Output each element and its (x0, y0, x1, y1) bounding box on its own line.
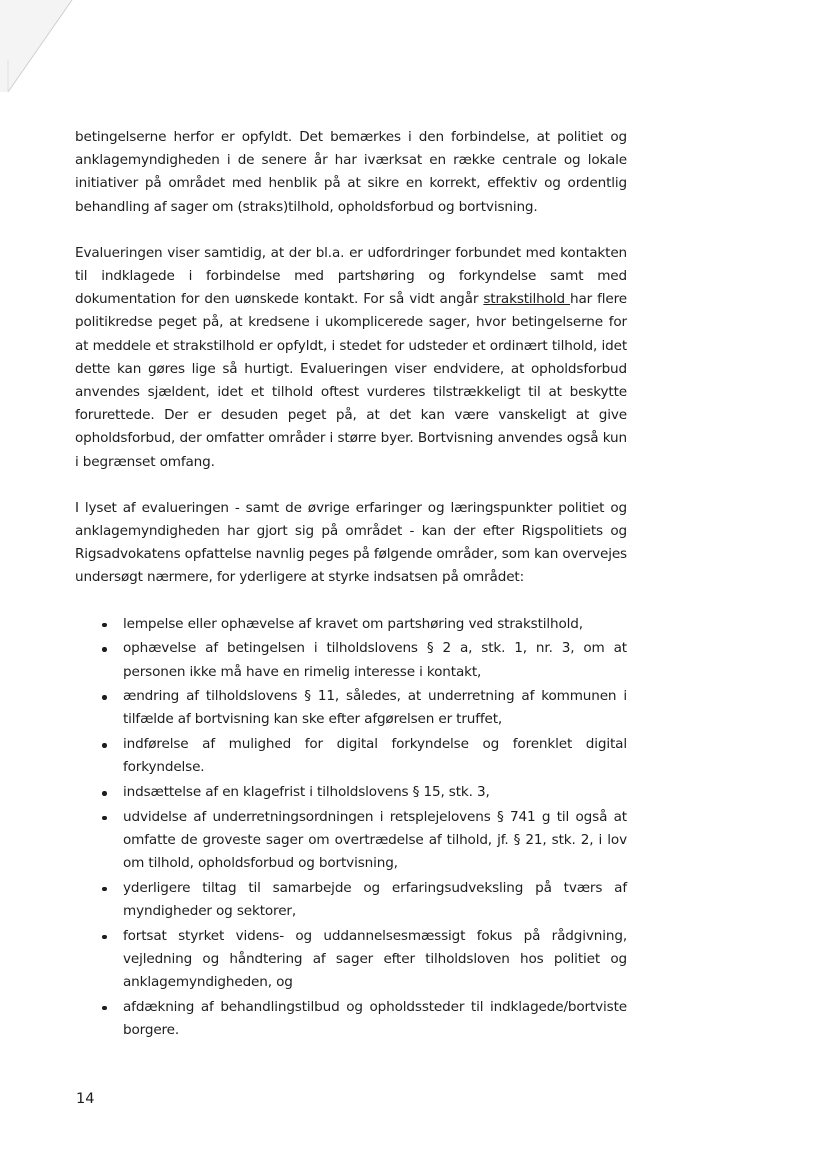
list-item-text: udvidelse af underretningsordningen i retsplejelovens § 741 g til også at omfatte de groveste sager om overtrædelse af tilhold, jf. § 21, stk. 2, i lov om tilhold, opholdsforbud og bortvisning, (123, 808, 627, 872)
bullet-icon (102, 887, 107, 892)
bullet-icon (102, 816, 107, 821)
paragraph-evaluation-end: har flere politikredse peget på, at kredsene i ukomplicerede sager, hvor betingelserne for at meddele et strakstilhold er opfyldt, i stedet for udsteder et ordinært tilhold, idet dette kan gøres lige så hurtigt. Evalueringen viser endvidere, at opholdsforbud anvendes sjældent, idet et tilhold oftest vurderes tilstrækkeligt til at beskytte forurettede. Der er desuden peget på, at det kan være vanskeligt at give opholdsforbud, der omfatter områder i større byer. Bortvisning anvendes også kun i begrænset omfang. (75, 291, 627, 470)
paragraph-conditions: betingelserne herfor er opfyldt. Det bemærkes i den forbindelse, at politiet og anklagemyndigheden i de senere år har iværksat en række centrale og lokale initiativer på området med henblik på at sikre en korrekt, effektiv og ordentlig behandling af sager om (straks)tilhold, opholdsforbud og bortvisning. (75, 129, 627, 215)
list-item-text: indsættelse af en klagefrist i tilholdslovens § 15, stk. 3, (123, 784, 490, 801)
list-item (75, 806, 627, 876)
list-item-text: ændring af tilholdslovens § 11, således, at underretning af kommunen i tilfælde af bortvisning kan ske efter afgørelsen er truffet, (123, 688, 627, 728)
list-item (75, 613, 627, 636)
bullet-icon (102, 623, 107, 628)
bullet-icon (102, 935, 107, 940)
bullet-icon (102, 695, 107, 700)
bullet-icon (102, 743, 107, 748)
paragraph-evaluation-start: Evalueringen viser samtidig, at der bl.a. er udfordringer forbundet med kontakten til indklagede i forbindelse med partshøring og forkyndelse samt med dokumentation for den uønskede kontakt. For så vidt angår (75, 244, 627, 308)
list-item-text: fortsat styrket videns- og uddannelsesmæssigt fokus på rådgivning, vejledning og håndtering af sager efter tilholdsloven hos politiet og anklagemyndigheden, og (123, 927, 627, 991)
bullet-icon (102, 647, 107, 652)
list-item (75, 781, 627, 804)
list-item-text: lempelse eller ophævelse af kravet om partshøring ved strakstilhold, (123, 615, 583, 632)
recommendations-list (75, 613, 627, 1043)
list-item-text: yderligere tiltag til samarbejde og erfaringsudveksling på tværs af myndigheder og sektorer, (123, 879, 627, 920)
page-corner-mark (0, 0, 80, 100)
bullet-icon (102, 791, 107, 796)
bullet-icon (102, 1006, 107, 1011)
list-item (75, 877, 627, 923)
list-item (75, 925, 627, 995)
list-item (75, 685, 627, 731)
list-item-text: indførelse af mulighed for digital forkyndelse og forenklet digital forkyndelse. (123, 736, 627, 776)
list-item (75, 637, 627, 683)
list-item-text: afdækning af behandlingstilbud og opholdssteder til indklagede/bortviste borgere. (123, 998, 627, 1039)
list-item (75, 733, 627, 779)
list-item-text: ophævelse af betingelsen i tilholdslovens § 2 a, stk. 1, nr. 3, om at personen ikke må have en rimelig interesse i kontakt, (123, 640, 627, 680)
body-text (75, 126, 627, 1044)
strakstilhold-underlined-term: strakstilhold (483, 291, 570, 308)
paragraph-recommendations-intro: I lyset af evalueringen - samt de øvrige erfaringer og læringspunkter politiet og anklagemyndigheden har gjort sig på området - kan der efter Rigspolitiets og Rigsadvokatens opfattelse navnlig peges på følgende områder, som kan overvejes undersøgt nærmere, for yderligere at styrke indsatsen på området: (75, 499, 627, 586)
page-number: 14 (76, 1091, 95, 1107)
paragraph-evaluation (75, 242, 627, 474)
list-item (75, 996, 627, 1042)
